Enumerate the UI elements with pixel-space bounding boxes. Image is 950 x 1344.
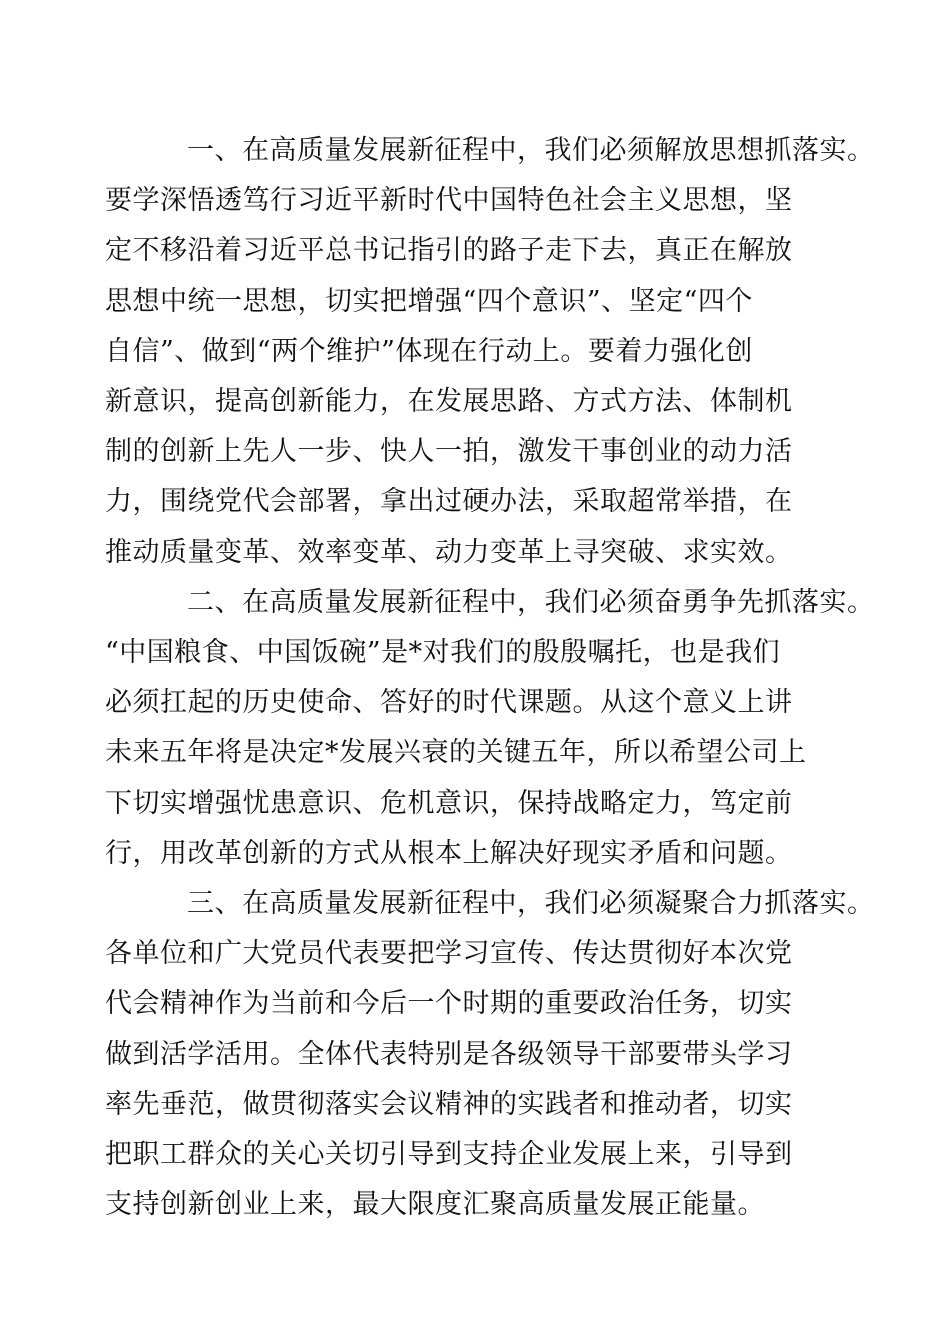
text-line: 力，围绕党代会部署，拿出过硬办法，采取超常举措，在 — [105, 486, 793, 518]
paragraph-1 — [105, 126, 875, 578]
paragraph-3 — [105, 879, 875, 1230]
text-line: “中国粮食、中国饭碗”是*对我们的殷殷嘱托，也是我们 — [105, 637, 781, 669]
text-line: 做到活学活用。全体代表特别是各级领导干部要带头学习 — [105, 1038, 793, 1070]
text-line: 二、在高质量发展新征程中，我们必须奋勇争先抓落实。 — [187, 586, 875, 618]
text-line: 下切实增强忧患意识、危机意识，保持战略定力，笃定前 — [105, 787, 793, 819]
text-line: 率先垂范，做贯彻落实会议精神的实践者和推动者，切实 — [105, 1088, 793, 1120]
text-line: 要学深悟透笃行习近平新时代中国特色社会主义思想，坚 — [105, 185, 793, 217]
text-line: 各单位和广大党员代表要把学习宣传、传达贯彻好本次党 — [105, 938, 793, 970]
text-line: 制的创新上先人一步、快人一拍，激发干事创业的动力活 — [105, 436, 793, 468]
text-line: 代会精神作为当前和今后一个时期的重要政治任务，切实 — [105, 988, 793, 1020]
text-line: 未来五年将是决定*发展兴衰的关键五年，所以希望公司上 — [105, 737, 807, 769]
text-line: 自信”、做到“两个维护”体现在行动上。要着力强化创 — [105, 335, 753, 367]
text-line: 思想中统一思想，切实把增强“四个意识”、坚定“四个 — [105, 285, 753, 317]
paragraph-2 — [105, 578, 875, 879]
text-line: 定不移沿着习近平总书记指引的路子走下去，真正在解放 — [105, 235, 793, 267]
document-body — [105, 126, 875, 1230]
text-line: 三、在高质量发展新征程中，我们必须凝聚合力抓落实。 — [187, 888, 875, 920]
text-line: 新意识，提高创新能力，在发展思路、方式方法、体制机 — [105, 386, 793, 418]
text-line: 推动质量变革、效率变革、动力变革上寻突破、求实效。 — [105, 536, 793, 568]
text-line: 支持创新创业上来，最大限度汇聚高质量发展正能量。 — [105, 1189, 765, 1221]
text-line: 一、在高质量发展新征程中，我们必须解放思想抓落实。 — [187, 135, 875, 166]
text-line: 行，用改革创新的方式从根本上解决好现实矛盾和问题。 — [105, 837, 793, 869]
text-line: 把职工群众的关心关切引导到支持企业发展上来，引导到 — [105, 1139, 793, 1171]
text-line: 必须扛起的历史使命、答好的时代课题。从这个意义上讲 — [105, 687, 793, 719]
